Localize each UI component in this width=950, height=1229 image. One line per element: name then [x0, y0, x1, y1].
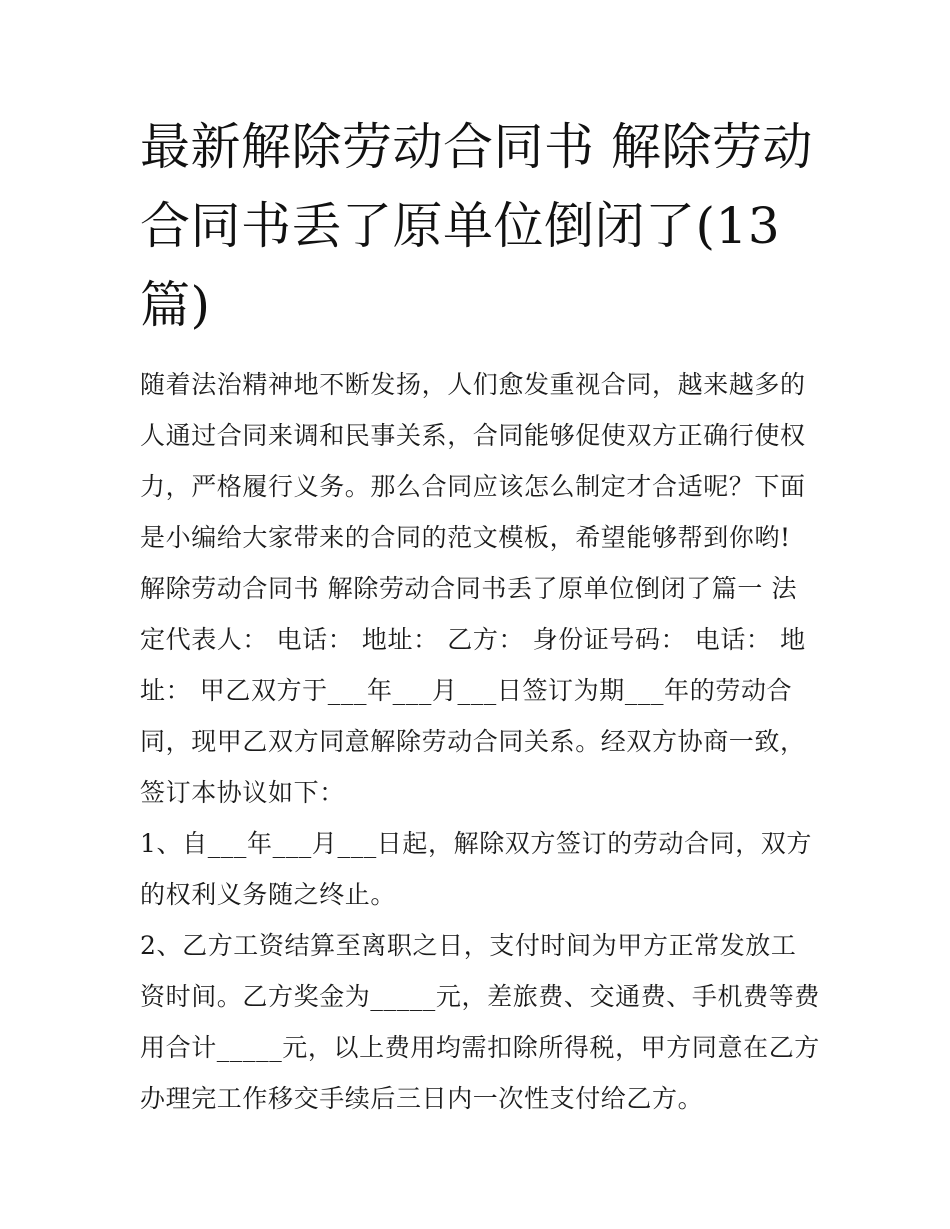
document-title: 最新解除劳动合同书 解除劳动合同书丢了原单位倒闭了(13篇): [140, 118, 813, 334]
contract-preamble-paragraph: 解除劳动合同书 解除劳动合同书丢了原单位倒闭了篇一 法定代表人： 电话： 地址： 乙方： 身份证号码： 电话： 地址： 甲乙双方于___年___月___日签订为期___年的劳动合同，现甲乙双方同意解除劳动合同关系。经双方协商一致，签订本协议如下：: [140, 574, 806, 807]
document-body: [140, 359, 820, 1124]
intro-paragraph: 随着法治精神地不断发扬，人们愈发重视合同，越来越多的人通过合同来调和民事关系，合同能够促使双方正确行使权力，严格履行义务。那么合同应该怎么制定才合适呢？下面是小编给大家带来的合同的范文模板，希望能够帮到你哟!: [140, 370, 806, 552]
document-page: [140, 108, 820, 1124]
clause-2-paragraph: 2、乙方工资结算至离职之日，支付时间为甲方正常发放工资时间。乙方奖金为_____元，差旅费、交通费、手机费等费用合计_____元，以上费用均需扣除所得税，甲方同意在乙方办理完工作移交手续后三日内一次性支付给乙方。: [140, 931, 820, 1113]
clause-1-paragraph: 1、自___年___月___日起，解除双方签订的劳动合同，双方的权利义务随之终止。: [140, 829, 813, 909]
